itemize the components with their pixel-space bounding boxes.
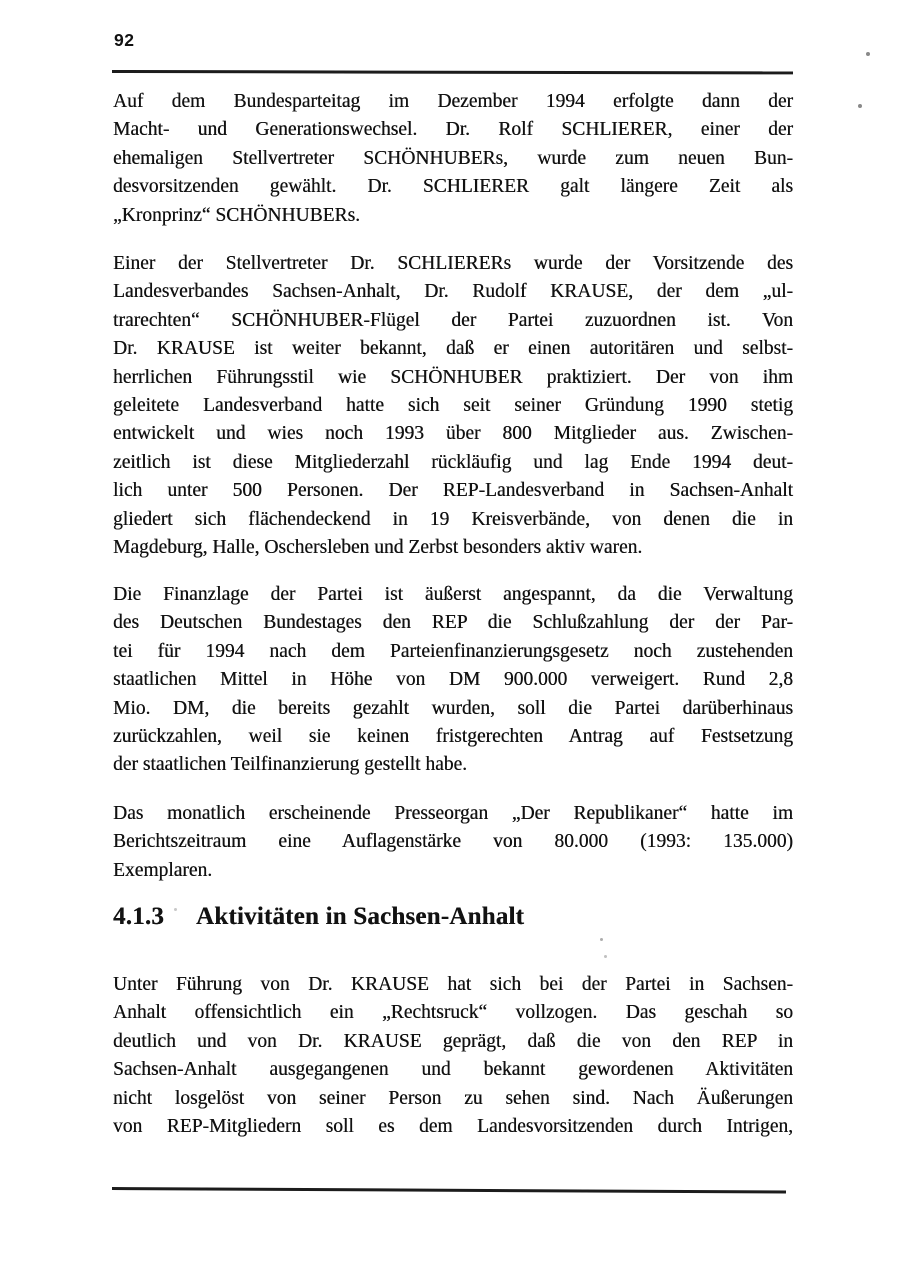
text-line: trarechten“ SCHÖNHUBER-Flügel der Partei zuzuordnen ist. Von xyxy=(113,309,793,331)
text-line: Landesverbandes Sachsen-Anhalt, Dr. Rudolf KRAUSE, der dem „ul- xyxy=(113,281,793,303)
paragraph-presseorgan xyxy=(113,800,793,885)
text-line: geleitete Landesverband hatte sich seit seiner Gründung 1990 stetig xyxy=(113,395,793,417)
text-line: Magdeburg, Halle, Oschersleben und Zerbst besonders aktiv waren. xyxy=(113,537,643,559)
text-line: der staatlichen Teilfinanzierung gestellt habe. xyxy=(113,754,468,776)
text-line: Das monatlich erscheinende Presseorgan „Der Republikaner“ hatte im xyxy=(113,803,793,824)
text-line: Die Finanzlage der Partei ist äußerst angespannt, da die Verwaltung xyxy=(113,584,793,605)
paragraph-leadership-change xyxy=(113,88,793,230)
text-line: Exemplaren. xyxy=(113,859,213,881)
text-line: gliedert sich flächendeckend in 19 Kreisverbände, von denen die in xyxy=(113,508,793,530)
section-heading-number: 4.1.3 xyxy=(113,903,164,930)
text-line: staatlichen Mittel in Höhe von DM 900.000 verweigert. Rund 2,8 xyxy=(113,669,793,691)
text-line: desvorsitzenden gewählt. Dr. SCHLIERER galt längere Zeit als xyxy=(113,176,793,198)
text-line: nicht losgelöst von seiner Person zu sehen sind. Nach Äußerungen xyxy=(113,1087,793,1109)
text-line: entwickelt und wies noch 1993 über 800 Mitglieder aus. Zwischen- xyxy=(113,423,793,445)
scan-speck xyxy=(600,938,603,941)
text-line: des Deutschen Bundestages den REP die Schlußzahlung der der Par- xyxy=(113,612,793,634)
paragraph-aktivitaeten xyxy=(113,971,793,1141)
top-rule xyxy=(112,70,793,74)
text-line: herrlichen Führungsstil wie SCHÖNHUBER praktiziert. Der von ihm xyxy=(113,366,793,388)
text-line: ehemaligen Stellvertreter SCHÖNHUBERs, wurde zum neuen Bun- xyxy=(113,147,793,169)
paragraph-finanzlage xyxy=(113,581,793,780)
text-line: Unter Führung von Dr. KRAUSE hat sich bei der Partei in Sachsen- xyxy=(113,974,793,995)
text-line: Auf dem Bundesparteitag im Dezember 1994 erfolgte dann der xyxy=(113,91,793,112)
scan-speck xyxy=(866,52,870,56)
text-line: tei für 1994 nach dem Parteienfinanzierungsgesetz noch zustehenden xyxy=(113,640,793,662)
text-line: Einer der Stellvertreter Dr. SCHLIERERs wurde der Vorsitzende des xyxy=(113,253,793,274)
scan-speck xyxy=(604,955,607,958)
bottom-rule xyxy=(112,1187,786,1193)
paragraph-krause-landesverband xyxy=(113,250,793,562)
text-line: von REP-Mitgliedern soll es dem Landesvorsitzenden durch Intrigen, xyxy=(113,1116,793,1138)
scan-speck xyxy=(174,908,177,911)
section-heading-title: Aktivitäten in Sachsen-Anhalt xyxy=(196,903,525,930)
text-line: zeitlich ist diese Mitgliederzahl rückläufig und lag Ende 1994 deut- xyxy=(113,451,793,473)
text-line: lich unter 500 Personen. Der REP-Landesverband in Sachsen-Anhalt xyxy=(113,480,793,502)
scan-speck xyxy=(858,104,862,108)
text-line: Mio. DM, die bereits gezahlt wurden, soll die Partei darüberhinaus xyxy=(113,697,793,719)
page-number: 92 xyxy=(114,30,135,50)
text-line: Sachsen-Anhalt ausgegangenen und bekannt gewordenen Aktivitäten xyxy=(113,1059,793,1081)
text-line: Dr. KRAUSE ist weiter bekannt, daß er einen autoritären und selbst- xyxy=(113,338,793,360)
text-line: „Kronprinz“ SCHÖNHUBERs. xyxy=(113,204,360,226)
text-line: Macht- und Generationswechsel. Dr. Rolf SCHLIERER, einer der xyxy=(113,119,793,141)
text-line: deutlich und von Dr. KRAUSE geprägt, daß die von den REP in xyxy=(113,1030,793,1052)
text-line: Berichtszeitraum eine Auflagenstärke von 80.000 (1993: 135.000) xyxy=(113,831,793,853)
text-line: zurückzahlen, weil sie keinen fristgerechten Antrag auf Festsetzung xyxy=(113,726,793,748)
text-line: Anhalt offensichtlich ein „Rechtsruck“ vollzogen. Das geschah so xyxy=(113,1002,793,1024)
